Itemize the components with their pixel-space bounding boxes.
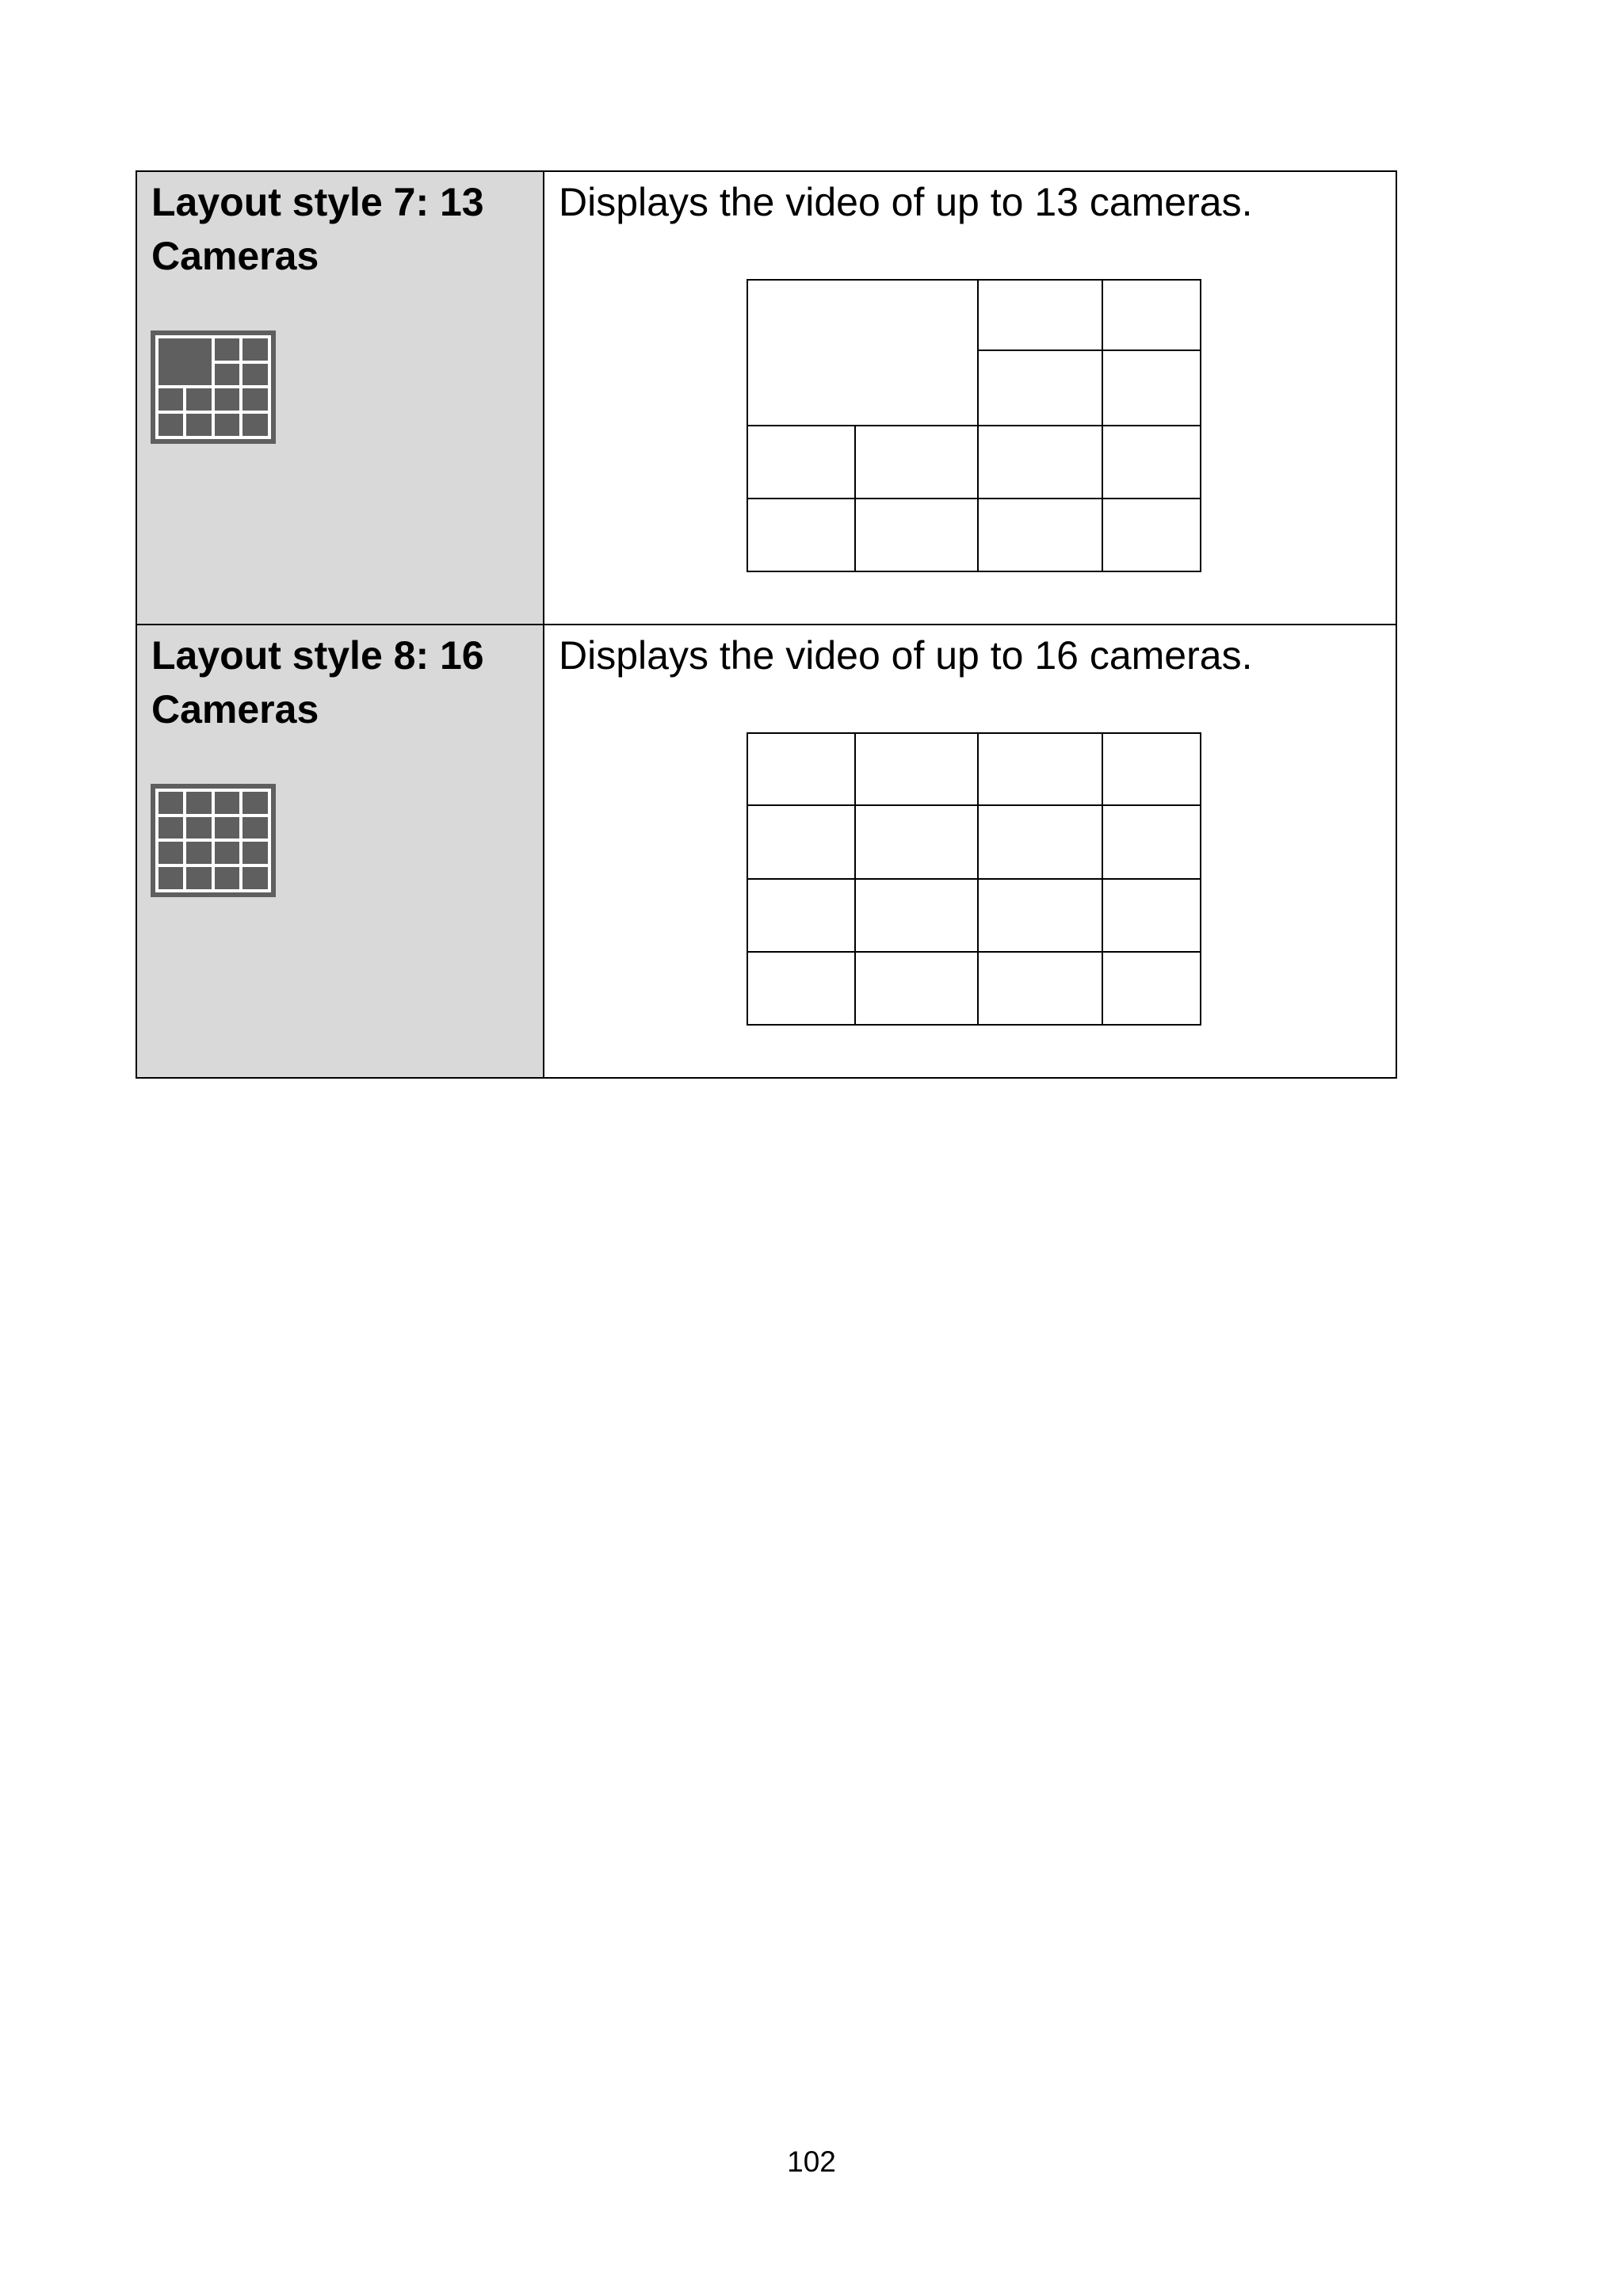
layout-styles-table <box>136 170 1397 1079</box>
layout-16-diagram <box>747 732 1201 1026</box>
layout-style-title: Layout style 7: 13 Cameras <box>151 180 484 278</box>
layout-style-description: Displays the video of up to 13 cameras. <box>559 180 1253 224</box>
layout-style-description: Displays the video of up to 16 cameras. <box>559 633 1253 678</box>
layout-style-description-cell <box>544 625 1396 1078</box>
table-row <box>136 625 1396 1078</box>
layout-16-cameras-icon <box>151 784 276 897</box>
layout-style-title: Layout style 8: 16 Cameras <box>151 633 484 732</box>
table-row <box>136 171 1396 625</box>
layout-style-label-cell <box>136 625 544 1078</box>
layout-style-description-cell <box>544 171 1396 625</box>
page-number: 102 <box>787 2145 836 2178</box>
layout-13-diagram <box>747 279 1201 572</box>
layout-style-label-cell <box>136 171 544 625</box>
layout-13-cameras-icon <box>151 330 276 444</box>
